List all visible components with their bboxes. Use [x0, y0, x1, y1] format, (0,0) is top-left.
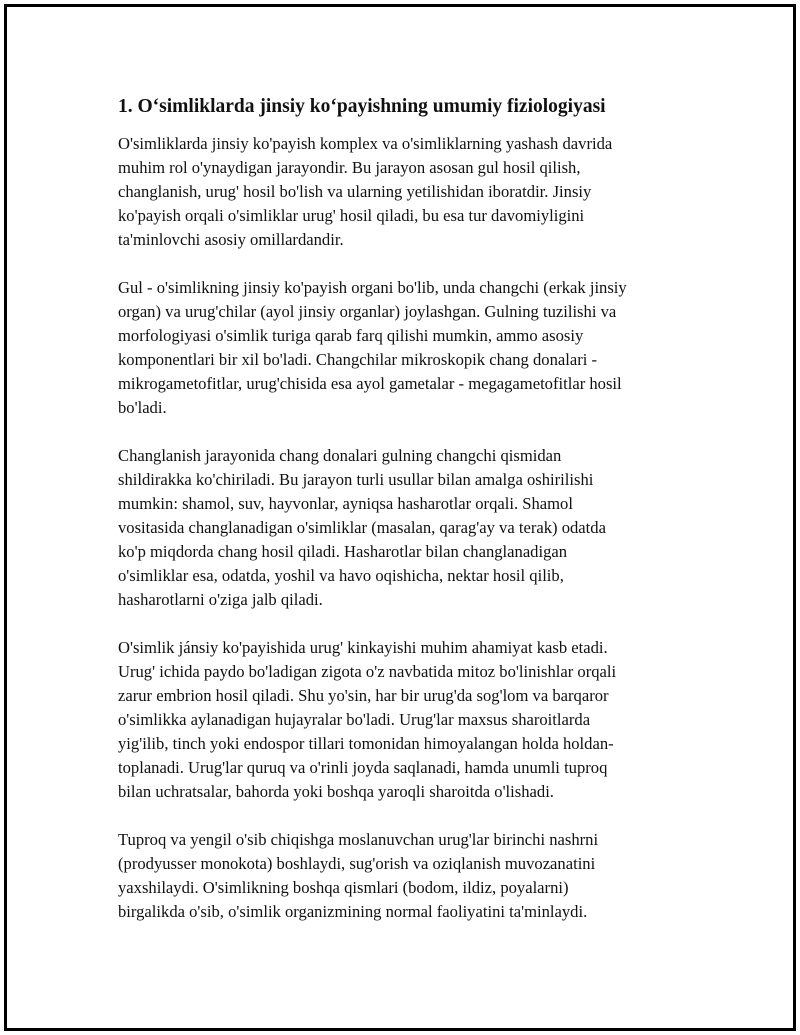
text-line: birgalikda o'sib, o'simlik organizmining normal faoliyatini ta'minlaydi. [118, 902, 588, 921]
text-line: bilan uchratsalar, bahorda yoki boshqa yaroqli sharoitda o'lishadi. [118, 782, 554, 801]
text-line: muhim rol o'ynaydigan jarayondir. Bu jarayon asosan gul hosil qilish, [118, 158, 581, 177]
text-line: Tuproq va yengil o'sib chiqishga moslanuvchan urug'lar birinchi nashrni [118, 830, 599, 849]
text-line: o'simlikka aylanadigan hujayralar bo'ladi. Urug'lar maxsus sharoitlarda [118, 710, 591, 729]
text-line: shildirakka ko'chiriladi. Bu jarayon turli usullar bilan amalga oshirilishi [118, 470, 594, 489]
text-line: ta'minlovchi asosiy omillardandir. [118, 230, 344, 249]
text-line: toplanadi. Urug'lar quruq va o'rinli joyda saqlanadi, hamda unumli tuproq [118, 758, 608, 777]
text-line: hasharotlarni o'ziga jalb qiladi. [118, 590, 323, 609]
paragraph-3 [118, 444, 688, 612]
document-body [118, 94, 688, 948]
text-line: mumkin: shamol, suv, hayvonlar, ayniqsa hasharotlar orqali. Shamol [118, 494, 573, 513]
section-heading: 1. O‘simliklarda jinsiy ko‘payishning umumiy fiziologiyasi [118, 96, 606, 117]
text-line: Urug' ichida paydo bo'ladigan zigota o'z navbatida mitoz bo'linishlar orqali [118, 662, 617, 681]
text-line: Changlanish jarayonida chang donalari gulning changchi qismidan [118, 446, 562, 465]
text-line: O'simlik jánsiy ko'payishida urug' kinkayishi muhim ahamiyat kasb etadi. [118, 638, 608, 657]
text-line: yaxshilaydi. O'simlikning boshqa qismlari (bodom, ildiz, poyalarni) [118, 878, 569, 897]
text-line: ko'payish orqali o'simliklar urug' hosil qiladi, bu esa tur davomiyligini [118, 206, 585, 225]
text-line: organ) va urug'chilar (ayol jinsiy organlar) joylashgan. Gulning tuzilishi va [118, 302, 617, 321]
text-line: ko'p miqdorda chang hosil qiladi. Hasharotlar bilan changlanadigan [118, 542, 568, 561]
text-line: komponentlari bir xil bo'ladi. Changchilar mikroskopik chang donalari - [118, 350, 598, 369]
text-line: Gul - o'simlikning jinsiy ko'payish organi bo'lib, unda changchi (erkak jinsiy [118, 278, 627, 297]
paragraph-1 [118, 132, 688, 252]
paragraph-5 [118, 828, 688, 924]
text-line: vositasida changlanadigan o'simliklar (masalan, qarag'ay va terak) odatda [118, 518, 606, 537]
text-line: changlanish, urug' hosil bo'lish va ularning yetilishidan iboratdir. Jinsiy [118, 182, 592, 201]
text-line: bo'ladi. [118, 398, 167, 417]
text-line: (prodyusser monokota) boshlaydi, sug'orish va oziqlanish muvozanatini [118, 854, 596, 873]
text-line: yig'ilib, tinch yoki endospor tillari tomonidan himoyalangan holda holdan- [118, 734, 614, 753]
text-line: morfologiyasi o'simlik turiga qarab farq qilishi mumkin, ammo asosiy [118, 326, 584, 345]
text-line: o'simliklar esa, odatda, yoshil va havo oqishicha, nektar hosil qilib, [118, 566, 564, 585]
paragraph-2 [118, 276, 688, 420]
text-line: O'simliklarda jinsiy ko'payish komplex va o'simliklarning yashash davrida [118, 134, 613, 153]
text-line: zarur embrion hosil qiladi. Shu yo'sin, har bir urug'da sog'lom va barqaror [118, 686, 609, 705]
text-line: mikrogametofitlar, urug'chisida esa ayol gametalar - megagametofitlar hosil [118, 374, 622, 393]
paragraph-4 [118, 636, 688, 804]
